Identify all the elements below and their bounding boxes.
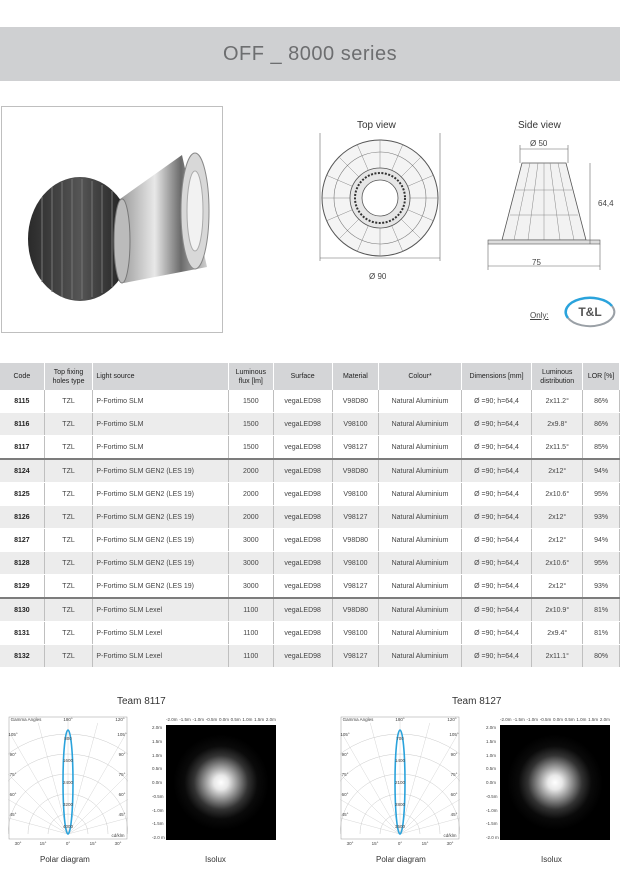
isolux-y-tick: 0.5m [486, 766, 497, 772]
polar-unit-label: cd/klm [443, 833, 457, 838]
cell-colour: Natural Aluminium [379, 459, 461, 483]
polar-angle-right: 45° [450, 812, 458, 817]
polar-angle-right: 60° [118, 792, 126, 797]
table-row [0, 436, 620, 460]
cell-surface: vegaLED98 [273, 645, 332, 668]
col-distribution: Luminous distribution [532, 363, 583, 390]
cell-flux: 1500 [228, 413, 273, 436]
cell-dim: Ø =90; h=64,4 [461, 598, 532, 622]
table-header-row [0, 363, 620, 390]
diagram-title-1: Team 8117 [117, 696, 166, 707]
isolux-y-tick: 1.0m [152, 752, 163, 758]
product-illustration [2, 107, 223, 333]
cell-dist: 2x10.6° [532, 552, 583, 575]
cell-code: 8115 [0, 390, 44, 413]
cell-code: 8116 [0, 413, 44, 436]
polar-angle-right: 90° [118, 752, 126, 757]
cell-dim: Ø =90; h=64,4 [461, 552, 532, 575]
cell-surface: vegaLED98 [273, 622, 332, 645]
polar-ring-label: 3500 [394, 824, 406, 829]
isolux-x-axis [500, 717, 610, 722]
isolux-x-tick: -0.5m [539, 717, 552, 722]
isolux-y-axis [152, 725, 165, 840]
col-lor: LOR [%] [583, 363, 620, 390]
polar-angle-right: 75° [450, 772, 458, 777]
isolux-x-tick: 0.0m [218, 717, 229, 722]
cell-dim: Ø =90; h=64,4 [461, 459, 532, 483]
cell-fix: TZL [44, 459, 93, 483]
cell-material: V98100 [332, 483, 379, 506]
side-view-width: 75 [532, 258, 541, 267]
cell-source: P-Fortimo SLM GEN2 (LES 19) [93, 552, 229, 575]
polar-ring-label: 1600 [62, 758, 74, 763]
cell-material: V98127 [332, 575, 379, 599]
polar-angle-bottom: 30° [446, 841, 454, 846]
cell-surface: vegaLED98 [273, 552, 332, 575]
table-row [0, 575, 620, 599]
polar-caption-2: Polar diagram [376, 855, 426, 864]
cell-fix: TZL [44, 575, 93, 599]
cell-code: 8117 [0, 436, 44, 460]
polar-angle-left: 75° [9, 772, 17, 777]
isolux-x-tick: 2.0m [265, 717, 276, 722]
cell-dist: 2x12° [532, 529, 583, 552]
cell-lor: 85% [583, 436, 620, 460]
cell-colour: Natural Aluminium [379, 506, 461, 529]
cell-dist: 2x9.8° [532, 413, 583, 436]
cell-dist: 2x10.6° [532, 483, 583, 506]
cell-dist: 2x9.4° [532, 622, 583, 645]
side-view-label: Side view [518, 120, 561, 131]
polar-gamma-label: Gamma Angles [10, 717, 42, 722]
polar-angle-right: 75° [118, 772, 126, 777]
isolux-x-tick: -1.0m [526, 717, 538, 722]
cell-surface: vegaLED98 [273, 506, 332, 529]
cell-fix: TZL [44, 390, 93, 413]
cell-colour: Natural Aluminium [379, 622, 461, 645]
cell-code: 8126 [0, 506, 44, 529]
cell-source: P-Fortimo SLM Lexel [93, 598, 229, 622]
cell-dist: 2x12° [532, 459, 583, 483]
isolux-x-tick: 0.0m [552, 717, 563, 722]
polar-angle-left: 90° [341, 752, 349, 757]
cell-material: V98D80 [332, 459, 379, 483]
polar-angle-bottom: 30° [14, 841, 22, 846]
cell-flux: 3000 [228, 575, 273, 599]
cell-flux: 1100 [228, 645, 273, 668]
isolux-x-tick: -2.0m [500, 717, 512, 722]
col-fixing: Top fixing holes type [44, 363, 93, 390]
cell-source: P-Fortimo SLM GEN2 (LES 19) [93, 459, 229, 483]
isolux-x-tick: -1.5m [179, 717, 191, 722]
cell-code: 8130 [0, 598, 44, 622]
cell-lor: 86% [583, 390, 620, 413]
cell-code: 8124 [0, 459, 44, 483]
cell-colour: Natural Aluminium [379, 413, 461, 436]
isolux-map-1 [152, 717, 276, 840]
cell-source: P-Fortimo SLM Lexel [93, 622, 229, 645]
diagram-title-2: Team 8127 [452, 696, 502, 707]
cell-fix: TZL [44, 436, 93, 460]
cell-source: P-Fortimo SLM [93, 436, 229, 460]
isolux-y-tick: 1.0m [486, 752, 497, 758]
table-row [0, 645, 620, 668]
cell-material: V98D80 [332, 598, 379, 622]
col-surface: Surface [273, 363, 332, 390]
polar-angle-bottom: 0° [397, 841, 403, 846]
cell-colour: Natural Aluminium [379, 552, 461, 575]
top-view-drawing [315, 133, 445, 283]
cell-fix: TZL [44, 506, 93, 529]
col-code: Code [0, 363, 44, 390]
cell-colour: Natural Aluminium [379, 483, 461, 506]
cell-surface: vegaLED98 [273, 598, 332, 622]
polar-ring-label: 4000 [62, 824, 74, 829]
cell-source: P-Fortimo SLM GEN2 (LES 19) [93, 529, 229, 552]
cell-dim: Ø =90; h=64,4 [461, 575, 532, 599]
cell-material: V98100 [332, 622, 379, 645]
col-flux: Luminous flux [lm] [228, 363, 273, 390]
isolux-x-tick: -1.0m [192, 717, 204, 722]
cell-colour: Natural Aluminium [379, 529, 461, 552]
polar-angle-left: 60° [9, 792, 17, 797]
isolux-y-tick: 1.5m [152, 738, 163, 744]
polar-angle-left: 60° [341, 792, 349, 797]
cell-flux: 2000 [228, 506, 273, 529]
cell-flux: 2000 [228, 483, 273, 506]
cell-lor: 94% [583, 529, 620, 552]
tl-logo-text: T&L [578, 305, 602, 319]
cell-lor: 93% [583, 506, 620, 529]
cell-surface: vegaLED98 [273, 483, 332, 506]
cell-dist: 2x12° [532, 506, 583, 529]
cell-material: V98127 [332, 645, 379, 668]
cell-flux: 1100 [228, 598, 273, 622]
polar-top-label: 180° [63, 717, 73, 722]
isolux-y-tick: -1.5m [152, 821, 164, 827]
product-table [0, 363, 620, 668]
isolux-y-tick: 1.5m [486, 738, 497, 744]
cell-fix: TZL [44, 413, 93, 436]
isolux-x-tick: 0.5m [230, 717, 241, 722]
table-row [0, 506, 620, 529]
isolux-caption-2: Isolux [541, 855, 562, 864]
cell-dim: Ø =90; h=64,4 [461, 506, 532, 529]
isolux-y-tick: 0.0m [152, 780, 163, 785]
col-material: Material [332, 363, 379, 390]
polar-angle-left: 75° [341, 772, 349, 777]
cell-fix: TZL [44, 645, 93, 668]
cell-dim: Ø =90; h=64,4 [461, 529, 532, 552]
cell-fix: TZL [44, 529, 93, 552]
polar-top-right-label: 120° [447, 717, 457, 722]
cell-source: P-Fortimo SLM Lexel [93, 645, 229, 668]
cell-code: 8128 [0, 552, 44, 575]
cell-colour: Natural Aluminium [379, 598, 461, 622]
polar-caption-1: Polar diagram [40, 855, 90, 864]
isolux-y-tick: 2.0m [486, 725, 497, 730]
page-header [0, 27, 620, 81]
polar-diagram-2 [340, 714, 460, 846]
isolux-y-tick: -2.0 m [152, 835, 165, 840]
cell-lor: 95% [583, 552, 620, 575]
cell-code: 8132 [0, 645, 44, 668]
polar-ring-label: 2400 [62, 780, 74, 785]
isolux-x-tick: 2.0m [599, 717, 610, 722]
polar-gamma-label: Gamma Angles [342, 717, 374, 722]
polar-angle-left: 45° [341, 812, 349, 817]
cell-dist: 2x11.5° [532, 436, 583, 460]
side-view-top-diameter: Ø 50 [530, 139, 548, 148]
cell-code: 8127 [0, 529, 44, 552]
cell-surface: vegaLED98 [273, 436, 332, 460]
polar-angle-right: 60° [450, 792, 458, 797]
isolux-map-2 [486, 717, 610, 840]
cell-dist: 2x10.9° [532, 598, 583, 622]
isolux-y-tick: -1.0m [152, 807, 164, 813]
cell-dist: 2x11.2° [532, 390, 583, 413]
table-row [0, 390, 620, 413]
cell-source: P-Fortimo SLM [93, 390, 229, 413]
isolux-y-tick: 0.0m [486, 780, 497, 785]
tl-logo [562, 294, 618, 330]
cell-flux: 1100 [228, 622, 273, 645]
cell-colour: Natural Aluminium [379, 436, 461, 460]
cell-flux: 3000 [228, 529, 273, 552]
cell-lor: 93% [583, 575, 620, 599]
cell-fix: TZL [44, 598, 93, 622]
table-row [0, 598, 620, 622]
cell-source: P-Fortimo SLM GEN2 (LES 19) [93, 506, 229, 529]
table-row [0, 459, 620, 483]
cell-fix: TZL [44, 622, 93, 645]
side-view-drawing [478, 145, 618, 270]
cell-colour: Natural Aluminium [379, 390, 461, 413]
cell-source: P-Fortimo SLM GEN2 (LES 19) [93, 483, 229, 506]
isolux-x-tick: -1.5m [513, 717, 525, 722]
cell-code: 8125 [0, 483, 44, 506]
polar-angle-left: 90° [9, 752, 17, 757]
isolux-y-tick: -0.5m [486, 793, 498, 799]
cell-fix: TZL [44, 552, 93, 575]
table-row [0, 483, 620, 506]
table-row [0, 529, 620, 552]
polar-diagram-1 [8, 714, 128, 846]
polar-top-right-label: 120° [115, 717, 125, 722]
isolux-x-tick: 1.0m [242, 717, 253, 722]
isolux-x-tick: -0.5m [205, 717, 218, 722]
polar-angle-right: 45° [118, 812, 126, 817]
isolux-x-tick: 0.5m [564, 717, 575, 722]
side-view-height: 64,4 [598, 199, 614, 208]
cell-material: V98D80 [332, 390, 379, 413]
cell-flux: 3000 [228, 552, 273, 575]
cell-flux: 1500 [228, 436, 273, 460]
isolux-x-axis [166, 717, 276, 722]
table-body [0, 390, 620, 668]
polar-angle-left: 45° [9, 812, 17, 817]
isolux-y-tick: -2.0 m [486, 835, 499, 840]
isolux-y-axis [486, 725, 499, 840]
isolux-y-tick: 2.0m [152, 725, 163, 730]
cell-lor: 86% [583, 413, 620, 436]
polar-angle-left: 105° [8, 732, 18, 737]
isolux-x-tick: 1.0m [576, 717, 587, 722]
cell-material: V98100 [332, 552, 379, 575]
cell-surface: vegaLED98 [273, 529, 332, 552]
polar-ring-label: 800 [64, 736, 72, 741]
isolux-y-tick: -1.5m [486, 821, 498, 827]
polar-ring-label: 1400 [394, 758, 406, 763]
cell-source: P-Fortimo SLM [93, 413, 229, 436]
polar-angle-bottom: 0° [65, 841, 71, 846]
cell-lor: 81% [583, 622, 620, 645]
table-row [0, 552, 620, 575]
isolux-y-tick: 0.5m [152, 766, 163, 772]
cell-flux: 1500 [228, 390, 273, 413]
cell-fix: TZL [44, 483, 93, 506]
polar-angle-left: 105° [340, 732, 350, 737]
polar-angle-right: 90° [450, 752, 458, 757]
cell-dim: Ø =90; h=64,4 [461, 390, 532, 413]
cell-dist: 2x11.1° [532, 645, 583, 668]
cell-lor: 95% [583, 483, 620, 506]
col-dimensions: Dimensions [mm] [461, 363, 532, 390]
polar-angle-right: 105° [117, 732, 127, 737]
product-photo [1, 106, 223, 333]
cell-dim: Ø =90; h=64,4 [461, 436, 532, 460]
col-light-source: Light source [93, 363, 229, 390]
top-view-diameter: Ø 90 [369, 272, 387, 281]
cell-material: V98127 [332, 436, 379, 460]
cell-code: 8131 [0, 622, 44, 645]
top-view-label: Top view [357, 120, 396, 131]
cell-dist: 2x12° [532, 575, 583, 599]
cell-dim: Ø =90; h=64,4 [461, 413, 532, 436]
polar-angle-bottom: 15° [89, 841, 97, 846]
cell-surface: vegaLED98 [273, 413, 332, 436]
polar-ring-label: 700 [396, 736, 404, 741]
only-label: Only: [530, 311, 549, 320]
cell-colour: Natural Aluminium [379, 575, 461, 599]
cell-dim: Ø =90; h=64,4 [461, 622, 532, 645]
polar-angle-right: 105° [449, 732, 459, 737]
polar-angle-bottom: 15° [421, 841, 429, 846]
cell-flux: 2000 [228, 459, 273, 483]
cell-surface: vegaLED98 [273, 459, 332, 483]
cell-lor: 80% [583, 645, 620, 668]
cell-material: V98100 [332, 413, 379, 436]
col-colour: Colour* [379, 363, 461, 390]
cell-surface: vegaLED98 [273, 390, 332, 413]
cell-code: 8129 [0, 575, 44, 599]
cell-lor: 94% [583, 459, 620, 483]
isolux-y-tick: -1.0m [486, 807, 498, 813]
cell-lor: 81% [583, 598, 620, 622]
polar-unit-label: cd/klm [111, 833, 125, 838]
cell-dim: Ø =90; h=64,4 [461, 483, 532, 506]
polar-angle-bottom: 15° [39, 841, 47, 846]
isolux-x-tick: -2.0m [166, 717, 178, 722]
isolux-y-tick: -0.5m [152, 793, 164, 799]
cell-material: V98127 [332, 506, 379, 529]
polar-angle-bottom: 30° [346, 841, 354, 846]
polar-angle-bottom: 30° [114, 841, 122, 846]
polar-top-label: 180° [395, 717, 405, 722]
cell-source: P-Fortimo SLM GEN2 (LES 19) [93, 575, 229, 599]
cell-dim: Ø =90; h=64,4 [461, 645, 532, 668]
polar-ring-label: 3200 [62, 802, 74, 807]
cell-surface: vegaLED98 [273, 575, 332, 599]
page-title: OFF _ 8000 series [222, 42, 398, 65]
table-row [0, 622, 620, 645]
isolux-x-tick: 1.5m [254, 717, 265, 722]
cell-colour: Natural Aluminium [379, 645, 461, 668]
polar-ring-label: 2800 [394, 802, 406, 807]
polar-angle-bottom: 15° [371, 841, 379, 846]
isolux-caption-1: Isolux [205, 855, 226, 864]
isolux-x-tick: 1.5m [588, 717, 599, 722]
cell-material: V98D80 [332, 529, 379, 552]
table-row [0, 413, 620, 436]
polar-ring-label: 2100 [394, 780, 406, 785]
